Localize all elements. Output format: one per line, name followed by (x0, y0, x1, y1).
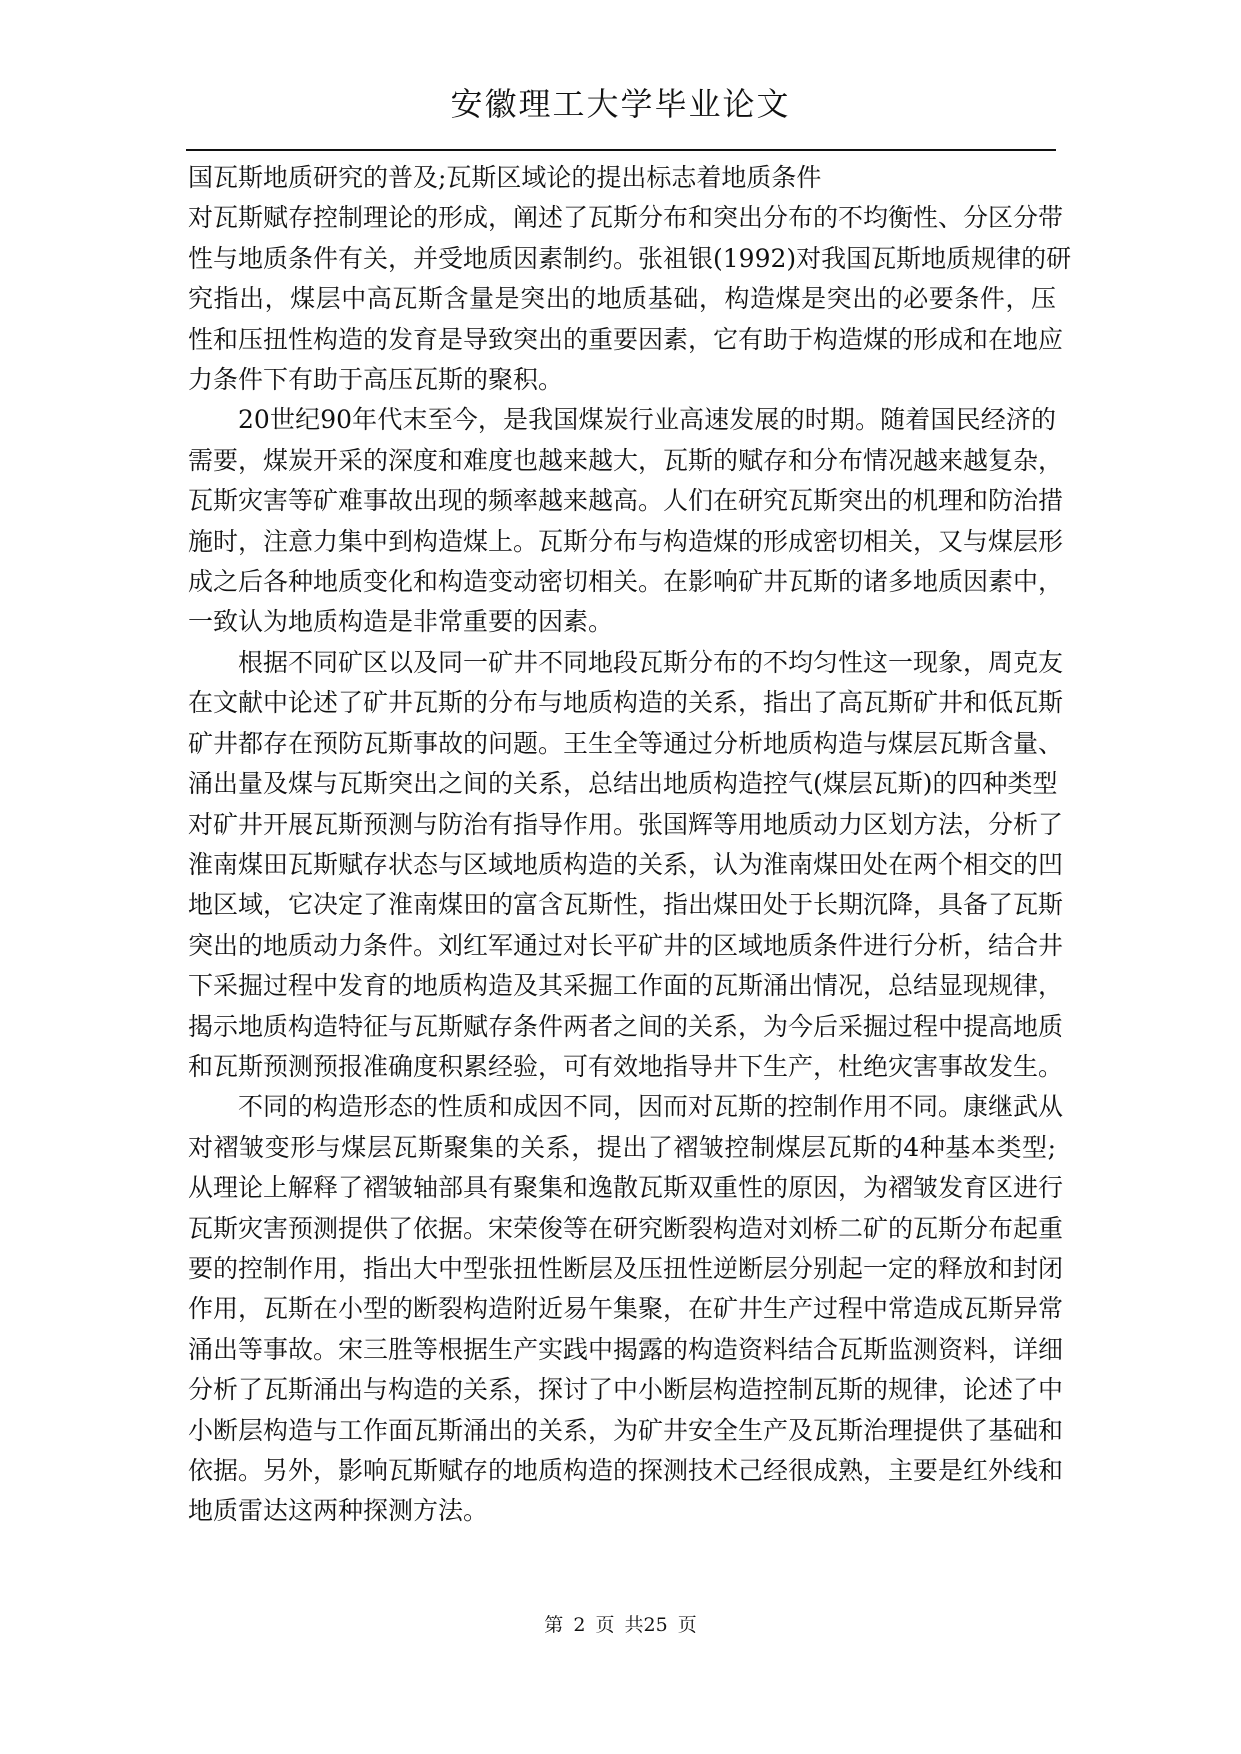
text-line: 究指出，煤层中高瓦斯含量是突出的地质基础，构造煤是突出的必要条件，压 (188, 284, 1056, 314)
text-line: 需要，煤炭开采的深度和难度也越来越大，瓦斯的赋存和分布情况越来越复杂， (188, 445, 1064, 475)
document-body (188, 158, 1072, 1532)
text-line: 分析了瓦斯涌出与构造的关系，探讨了中小断层构造控制瓦斯的规律，论述了中 (188, 1375, 1064, 1405)
text-line: 对褶皱变形与煤层瓦斯聚集的关系，提出了褶皱控制煤层瓦斯的4种基本类型; (188, 1132, 1056, 1162)
text-line: 揭示地质构造特征与瓦斯赋存条件两者之间的关系，为今后采掘过程中提高地质 (188, 1011, 1064, 1041)
text-line: 淮南煤田瓦斯赋存状态与区域地质构造的关系，认为淮南煤田处在两个相交的凹 (188, 849, 1064, 879)
text-line: 在文献中论述了矿井瓦斯的分布与地质构造的关系，指出了高瓦斯矿井和低瓦斯 (188, 688, 1064, 718)
paragraph-first-line: 20世纪90年代末至今，是我国煤炭行业高速发展的时期。随着国民经济的 (238, 405, 1056, 435)
header-divider (186, 149, 1056, 151)
text-line: 施时，注意力集中到构造煤上。瓦斯分布与构造煤的形成密切相关，又与煤层形 (188, 526, 1064, 556)
text-line: 地质雷达这两种探测方法。 (188, 1496, 489, 1526)
text-line: 矿井都存在预防瓦斯事故的问题。王生全等通过分析地质构造与煤层瓦斯含量、 (188, 728, 1064, 758)
text-line: 突出的地质动力条件。刘红军通过对长平矿井的区域地质条件进行分析，结合井 (188, 930, 1064, 960)
text-line: 下采掘过程中发育的地质构造及其采掘工作面的瓦斯涌出情况，总结显现规律， (188, 971, 1064, 1001)
paragraph-first-line: 不同的构造形态的性质和成因不同，因而对瓦斯的控制作用不同。康继武从 (238, 1092, 1064, 1122)
text-line: 力条件下有助于高压瓦斯的聚积。 (188, 365, 564, 395)
text-line: 国瓦斯地质研究的普及;瓦斯区域论的提出标志着地质条件 (188, 163, 822, 192)
text-line: 地区域，它决定了淮南煤田的富含瓦斯性，指出煤田处于长期沉降，具备了瓦斯 (188, 890, 1064, 920)
text-line: 小断层构造与工作面瓦斯涌出的关系，为矿井安全生产及瓦斯治理提供了基础和 (188, 1415, 1064, 1445)
text-line: 对瓦斯赋存控制理论的形成，阐述了瓦斯分布和突出分布的不均衡性、分区分带 (188, 203, 1064, 233)
text-line: 作用，瓦斯在小型的断裂构造附近易午集聚，在矿井生产过程中常造成瓦斯异常 (188, 1294, 1064, 1324)
page-number: 第 2 页 共25 页 (544, 1614, 697, 1636)
text-line: 性和压扭性构造的发育是导致突出的重要因素，它有助于构造煤的形成和在地应 (188, 324, 1064, 354)
text-line: 和瓦斯预测预报准确度积累经验，可有效地指导井下生产，杜绝灾害事故发生。 (188, 1051, 1064, 1081)
text-line: 依据。另外，影响瓦斯赋存的地质构造的探测技术己经很成熟，主要是红外线和 (188, 1456, 1064, 1485)
text-line: 要的控制作用，指出大中型张扭性断层及压扭性逆断层分别起一定的释放和封闭 (188, 1253, 1064, 1283)
text-line: 一致认为地质构造是非常重要的因素。 (188, 607, 614, 637)
text-line: 涌出等事故。宋三胜等根据生产实践中揭露的构造资料结合瓦斯监测资料，详细 (188, 1334, 1064, 1364)
text-line: 瓦斯灾害预测提供了依据。宋荣俊等在研究断裂构造对刘桥二矿的瓦斯分布起重 (188, 1213, 1064, 1243)
text-line: 对矿井开展瓦斯预测与防治有指导作用。张国辉等用地质动力区划方法，分析了 (188, 809, 1064, 839)
text-line: 从理论上解释了褶皱轴部具有聚集和逸散瓦斯双重性的原因，为褶皱发育区进行 (188, 1173, 1064, 1203)
text-line: 涌出量及煤与瓦斯突出之间的关系，总结出地质构造控气(煤层瓦斯)的四种类型 (188, 769, 1058, 799)
paragraph-first-line: 根据不同矿区以及同一矿井不同地段瓦斯分布的不均匀性这一现象，周克友 (238, 647, 1064, 677)
text-line: 成之后各种地质变化和构造变动密切相关。在影响矿井瓦斯的诸多地质因素中， (188, 567, 1064, 597)
text-line: 性与地质条件有关，并受地质因素制约。张祖银(1992)对我国瓦斯地质规律的研 (188, 243, 1072, 273)
text-line: 瓦斯灾害等矿难事故出现的频率越来越高。人们在研究瓦斯突出的机理和防治措 (188, 486, 1064, 516)
page-header-title: 安徽理工大学毕业论文 (450, 85, 791, 123)
